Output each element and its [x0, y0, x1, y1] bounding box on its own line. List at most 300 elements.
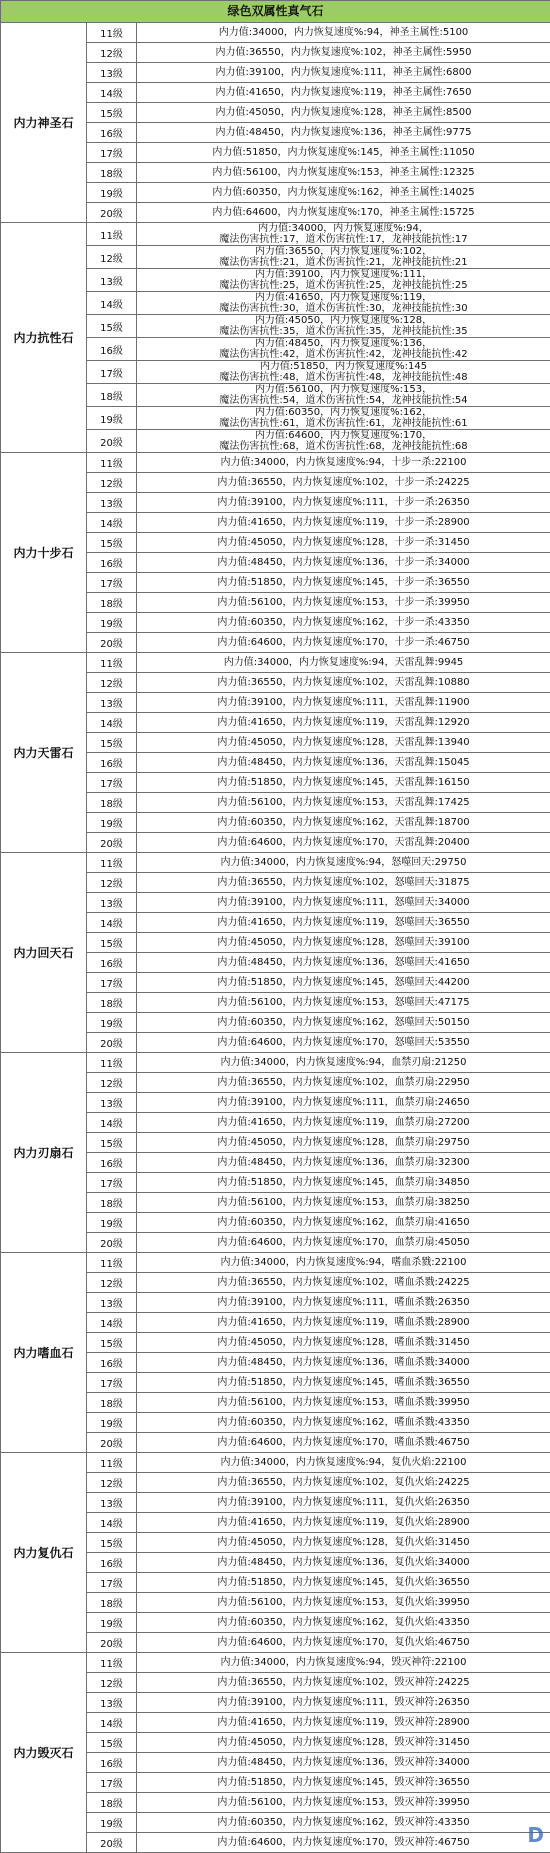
attribute-cell: [137, 673, 550, 693]
attribute-cell: [137, 338, 550, 361]
attribute-line: 内力值:64600，内力恢复速度%:170，复仇火焰:46750: [137, 1637, 550, 1648]
level-cell: 15级: [87, 315, 137, 338]
attribute-line: 内力值:56100，内力恢复速度%:153，神圣主属性:12325: [137, 167, 550, 178]
attribute-cell: [137, 1173, 550, 1193]
attribute-line: 内力值:51850，内力恢复速度%:145，复仇火焰:36550: [137, 1577, 550, 1588]
stone-name: 内力神圣石: [1, 23, 87, 223]
level-cell: 14级: [87, 1713, 137, 1733]
attribute-line: 内力值:48450，内力恢复速度%:136，神圣主属性:9775: [137, 127, 550, 138]
attribute-cell: [137, 384, 550, 407]
level-cell: 13级: [87, 493, 137, 513]
attribute-cell: [137, 183, 550, 203]
attribute-cell: [137, 1413, 550, 1433]
attribute-cell: [137, 1433, 550, 1453]
level-cell: 20级: [87, 1433, 137, 1453]
attribute-line: 内力值:48450，内力恢复速度%:136，血禁刃扇:32300: [137, 1157, 550, 1168]
level-cell: 14级: [87, 913, 137, 933]
attribute-cell: [137, 1293, 550, 1313]
attribute-line: 魔法伤害抗性:25，道术伤害抗性:25，龙神技能抗性:25: [137, 280, 550, 291]
attribute-cell: [137, 23, 550, 43]
level-cell: 16级: [87, 553, 137, 573]
attribute-cell: [137, 1813, 550, 1833]
attribute-line: 内力值:64600，内力恢复速度%:170，天雷乱舞:20400: [137, 837, 550, 848]
attribute-cell: [137, 143, 550, 163]
level-cell: 12级: [87, 1473, 137, 1493]
level-cell: 12级: [87, 673, 137, 693]
level-cell: 13级: [87, 63, 137, 83]
attribute-line: 内力值:51850，内力恢复速度%:145，嗜血杀戮:36550: [137, 1377, 550, 1388]
attribute-cell: [137, 1153, 550, 1173]
attribute-cell: [137, 533, 550, 553]
attribute-line: 内力值:41650，内力恢复速度%:119，天雷乱舞:12920: [137, 717, 550, 728]
attribute-line: 内力值:39100，内力恢复速度%:111，天雷乱舞:11900: [137, 697, 550, 708]
level-cell: 16级: [87, 753, 137, 773]
attribute-cell: [137, 573, 550, 593]
level-cell: 13级: [87, 693, 137, 713]
attribute-cell: [137, 1353, 550, 1373]
level-cell: 18级: [87, 163, 137, 183]
level-cell: 16级: [87, 338, 137, 361]
level-cell: 19级: [87, 1613, 137, 1633]
attribute-cell: [137, 833, 550, 853]
level-cell: 18级: [87, 1593, 137, 1613]
attribute-line: 内力值:34000，内力恢复速度%:94，怒噬回天:29750: [137, 857, 550, 868]
attribute-line: 内力值:48450，内力恢复速度%:136，怒噬回天:41650: [137, 957, 550, 968]
attribute-cell: [137, 1193, 550, 1213]
attribute-line: 内力值:51850，内力恢复速度%:145，十步一杀:36550: [137, 577, 550, 588]
attribute-cell: [137, 1613, 550, 1633]
level-cell: 20级: [87, 833, 137, 853]
attribute-cell: [137, 893, 550, 913]
stone-name: 内力天雷石: [1, 653, 87, 853]
attribute-cell: [137, 103, 550, 123]
attribute-cell: [137, 1453, 550, 1473]
attribute-cell: [137, 1013, 550, 1033]
level-cell: 11级: [87, 23, 137, 43]
level-cell: 19级: [87, 1413, 137, 1433]
attribute-cell: [137, 1733, 550, 1753]
attribute-line: 内力值:64600，内力恢复速度%:170，毁灭神符:46750: [137, 1837, 550, 1848]
attribute-line: 内力值:60350，内力恢复速度%:162，怒噬回天:50150: [137, 1017, 550, 1028]
attribute-cell: [137, 1573, 550, 1593]
level-cell: 15级: [87, 933, 137, 953]
attribute-cell: [137, 1033, 550, 1053]
attribute-line: 内力值:56100，内力恢复速度%:153，毁灭神符:39950: [137, 1797, 550, 1808]
level-cell: 13级: [87, 269, 137, 292]
attribute-line: 内力值:34000，内力恢复速度%:94，十步一杀:22100: [137, 457, 550, 468]
level-cell: 13级: [87, 1293, 137, 1313]
attribute-cell: [137, 933, 550, 953]
attribute-cell: [137, 223, 550, 246]
attribute-cell: [137, 1673, 550, 1693]
attribute-line: 内力值:48450，内力恢复速度%:136，复仇火焰:34000: [137, 1557, 550, 1568]
level-cell: 19级: [87, 1213, 137, 1233]
level-cell: 19级: [87, 1813, 137, 1833]
level-cell: 14级: [87, 1113, 137, 1133]
attribute-line: 内力值:48450，内力恢复速度%:136，毁灭神符:34000: [137, 1757, 550, 1768]
level-cell: 11级: [87, 453, 137, 473]
attribute-line: 内力值:56100，内力恢复速度%:153，天雷乱舞:17425: [137, 797, 550, 808]
attribute-line: 内力值:45050，内力恢复速度%:128，神圣主属性:8500: [137, 107, 550, 118]
level-cell: 12级: [87, 43, 137, 63]
attribute-line: 内力值:64600，内力恢复速度%:170，: [137, 430, 550, 441]
attribute-cell: [137, 292, 550, 315]
level-cell: 16级: [87, 953, 137, 973]
attribute-line: 内力值:64600，内力恢复速度%:170，十步一杀:46750: [137, 637, 550, 648]
stone-name: 内力刃扇石: [1, 1053, 87, 1253]
level-cell: 18级: [87, 793, 137, 813]
level-cell: 18级: [87, 593, 137, 613]
level-cell: 20级: [87, 1233, 137, 1253]
level-cell: 17级: [87, 1573, 137, 1593]
attribute-line: 内力值:51850，内力恢复速度%:145，怒噬回天:44200: [137, 977, 550, 988]
title-row: [1, 1, 550, 23]
attribute-cell: [137, 1833, 550, 1853]
attribute-line: 内力值:45050，内力恢复速度%:128，: [137, 315, 550, 326]
attribute-cell: [137, 163, 550, 183]
attribute-line: 内力值:64600，内力恢复速度%:170，血禁刃扇:45050: [137, 1237, 550, 1248]
attribute-line: 内力值:51850，内力恢复速度%:145，毁灭神符:36550: [137, 1777, 550, 1788]
attribute-line: 内力值:39100，内力恢复速度%:111，十步一杀:26350: [137, 497, 550, 508]
level-cell: 19级: [87, 613, 137, 633]
attribute-line: 内力值:45050，内力恢复速度%:128，复仇火焰:31450: [137, 1537, 550, 1548]
level-cell: 15级: [87, 533, 137, 553]
attribute-line: 内力值:39100，内力恢复速度%:111，嗜血杀戮:26350: [137, 1297, 550, 1308]
attribute-cell: [137, 913, 550, 933]
level-cell: 19级: [87, 407, 137, 430]
attribute-line: 内力值:36550，内力恢复速度%:102，神圣主属性:5950: [137, 47, 550, 58]
stone-name: 内力嗜血石: [1, 1253, 87, 1453]
attribute-cell: [137, 973, 550, 993]
attribute-line: 内力值:39100，内力恢复速度%:111，血禁刃扇:24650: [137, 1097, 550, 1108]
level-cell: 15级: [87, 1133, 137, 1153]
level-cell: 17级: [87, 143, 137, 163]
attribute-line: 内力值:60350，内力恢复速度%:162，嗜血杀戮:43350: [137, 1417, 550, 1428]
attribute-line: 内力值:48450，内力恢复速度%:136，嗜血杀戮:34000: [137, 1357, 550, 1368]
stats-table-body: [1, 1, 550, 1853]
level-cell: 18级: [87, 1793, 137, 1813]
level-cell: 17级: [87, 361, 137, 384]
table-row: [1, 853, 550, 873]
attribute-line: 内力值:36550，内力恢复速度%:102，十步一杀:24225: [137, 477, 550, 488]
attribute-line: 内力值:60350，内力恢复速度%:162，十步一杀:43350: [137, 617, 550, 628]
level-cell: 16级: [87, 1553, 137, 1573]
attribute-line: 内力值:36550，内力恢复速度%:102，: [137, 246, 550, 257]
level-cell: 12级: [87, 1073, 137, 1093]
level-cell: 15级: [87, 1733, 137, 1753]
attribute-cell: [137, 203, 550, 223]
attribute-cell: [137, 1073, 550, 1093]
attribute-cell: [137, 553, 550, 573]
attribute-cell: [137, 853, 550, 873]
attribute-line: 内力值:34000，内力恢复速度%:94，神圣主属性:5100: [137, 27, 550, 38]
attribute-line: 内力值:39100，内力恢复速度%:111，复仇火焰:26350: [137, 1497, 550, 1508]
attribute-line: 内力值:34000，内力恢复速度%:94，嗜血杀戮:22100: [137, 1257, 550, 1268]
level-cell: 17级: [87, 1773, 137, 1793]
level-cell: 18级: [87, 993, 137, 1013]
attribute-cell: [137, 813, 550, 833]
level-cell: 17级: [87, 1173, 137, 1193]
attribute-cell: [137, 315, 550, 338]
attribute-cell: [137, 1753, 550, 1773]
attribute-cell: [137, 1333, 550, 1353]
attribute-line: 内力值:39100，内力恢复速度%:111，神圣主属性:6800: [137, 67, 550, 78]
level-cell: 17级: [87, 573, 137, 593]
attribute-line: 内力值:45050，内力恢复速度%:128，血禁刃扇:29750: [137, 1137, 550, 1148]
level-cell: 19级: [87, 183, 137, 203]
attribute-line: 内力值:34000，内力恢复速度%:94，血禁刃扇:21250: [137, 1057, 550, 1068]
attribute-cell: [137, 773, 550, 793]
level-cell: 20级: [87, 633, 137, 653]
attribute-cell: [137, 613, 550, 633]
attribute-line: 内力值:34000，内力恢复速度%:94，复仇火焰:22100: [137, 1457, 550, 1468]
attribute-cell: [137, 43, 550, 63]
attribute-line: 内力值:39100，内力恢复速度%:111，: [137, 269, 550, 280]
attribute-line: 内力值:41650，内力恢复速度%:119，复仇火焰:28900: [137, 1517, 550, 1528]
level-cell: 14级: [87, 83, 137, 103]
attribute-line: 内力值:56100，内力恢复速度%:153，复仇火焰:39950: [137, 1597, 550, 1608]
level-cell: 20级: [87, 1633, 137, 1653]
attribute-line: 内力值:39100，内力恢复速度%:111，毁灭神符:26350: [137, 1697, 550, 1708]
level-cell: 11级: [87, 1453, 137, 1473]
attribute-line: 内力值:56100，内力恢复速度%:153，十步一杀:39950: [137, 597, 550, 608]
level-cell: 20级: [87, 203, 137, 223]
attribute-line: 内力值:45050，内力恢复速度%:128，怒噬回天:39100: [137, 937, 550, 948]
level-cell: 20级: [87, 430, 137, 453]
attribute-line: 内力值:41650，内力恢复速度%:119，血禁刃扇:27200: [137, 1117, 550, 1128]
level-cell: 11级: [87, 223, 137, 246]
attribute-line: 内力值:41650，内力恢复速度%:119，神圣主属性:7650: [137, 87, 550, 98]
attribute-line: 魔法伤害抗性:30，道术伤害抗性:30，龙神技能抗性:30: [137, 303, 550, 314]
level-cell: 15级: [87, 733, 137, 753]
attribute-cell: [137, 1373, 550, 1393]
site-logo: D: [527, 1823, 544, 1847]
level-cell: 11级: [87, 653, 137, 673]
level-cell: 12级: [87, 246, 137, 269]
attribute-line: 内力值:45050，内力恢复速度%:128，毁灭神符:31450: [137, 1737, 550, 1748]
level-cell: 14级: [87, 513, 137, 533]
table-row: [1, 1253, 550, 1273]
attribute-cell: [137, 873, 550, 893]
attribute-line: 魔法伤害抗性:17，道术伤害抗性:17，龙神技能抗性:17: [137, 234, 550, 245]
stone-name: 内力十步石: [1, 453, 87, 653]
attribute-cell: [137, 1593, 550, 1613]
attribute-cell: [137, 1693, 550, 1713]
attribute-cell: [137, 753, 550, 773]
attribute-line: 内力值:60350，内力恢复速度%:162，毁灭神符:43350: [137, 1817, 550, 1828]
attribute-cell: [137, 269, 550, 292]
attribute-line: 内力值:51850，内力恢复速度%:145，血禁刃扇:34850: [137, 1177, 550, 1188]
attribute-line: 魔法伤害抗性:54，道术伤害抗性:54，龙神技能抗性:54: [137, 395, 550, 406]
table-row: [1, 653, 550, 673]
attribute-line: 内力值:51850，内力恢复速度%:145: [137, 361, 550, 372]
attribute-line: 内力值:41650，内力恢复速度%:119，嗜血杀戮:28900: [137, 1317, 550, 1328]
level-cell: 18级: [87, 384, 137, 407]
attribute-line: 内力值:41650，内力恢复速度%:119，怒噬回天:36550: [137, 917, 550, 928]
attribute-line: 内力值:60350，内力恢复速度%:162，: [137, 407, 550, 418]
attribute-line: 内力值:39100，内力恢复速度%:111，怒噬回天:34000: [137, 897, 550, 908]
attribute-line: 内力值:41650，内力恢复速度%:119，毁灭神符:28900: [137, 1717, 550, 1728]
attribute-line: 内力值:36550，内力恢复速度%:102，怒噬回天:31875: [137, 877, 550, 888]
level-cell: 11级: [87, 1653, 137, 1673]
attribute-line: 内力值:45050，内力恢复速度%:128，十步一杀:31450: [137, 537, 550, 548]
attribute-line: 内力值:41650，内力恢复速度%:119，十步一杀:28900: [137, 517, 550, 528]
attribute-cell: [137, 473, 550, 493]
table-row: [1, 223, 550, 246]
attribute-line: 魔法伤害抗性:61，道术伤害抗性:61，龙神技能抗性:61: [137, 418, 550, 429]
attribute-cell: [137, 1633, 550, 1653]
attribute-cell: [137, 1773, 550, 1793]
attribute-line: 内力值:36550，内力恢复速度%:102，血禁刃扇:22950: [137, 1077, 550, 1088]
attribute-cell: [137, 1253, 550, 1273]
attribute-cell: [137, 493, 550, 513]
attribute-cell: [137, 653, 550, 673]
table-row: [1, 23, 550, 43]
attribute-cell: [137, 83, 550, 103]
attribute-cell: [137, 1713, 550, 1733]
level-cell: 12级: [87, 873, 137, 893]
attribute-cell: [137, 953, 550, 973]
attribute-line: 内力值:45050，内力恢复速度%:128，天雷乱舞:13940: [137, 737, 550, 748]
level-cell: 17级: [87, 773, 137, 793]
stone-name: 内力复仇石: [1, 1453, 87, 1653]
attribute-line: 内力值:60350，内力恢复速度%:162，复仇火焰:43350: [137, 1617, 550, 1628]
attribute-line: 内力值:36550，内力恢复速度%:102，嗜血杀戮:24225: [137, 1277, 550, 1288]
level-cell: 11级: [87, 1253, 137, 1273]
attribute-cell: [137, 123, 550, 143]
attribute-line: 魔法伤害抗性:68，道术伤害抗性:68，龙神技能抗性:68: [137, 441, 550, 452]
attribute-line: 内力值:56100，内力恢复速度%:153，血禁刃扇:38250: [137, 1197, 550, 1208]
attribute-line: 魔法伤害抗性:21，道术伤害抗性:21，龙神技能抗性:21: [137, 257, 550, 268]
level-cell: 13级: [87, 893, 137, 913]
attribute-cell: [137, 1133, 550, 1153]
level-cell: 14级: [87, 713, 137, 733]
attribute-line: 内力值:48450，内力恢复速度%:136，: [137, 338, 550, 349]
attribute-line: 内力值:64600，内力恢复速度%:170，神圣主属性:15725: [137, 207, 550, 218]
level-cell: 17级: [87, 973, 137, 993]
table-row: [1, 1053, 550, 1073]
attribute-cell: [137, 993, 550, 1013]
attribute-line: 魔法伤害抗性:35，道术伤害抗性:35，龙神技能抗性:35: [137, 326, 550, 337]
attribute-line: 内力值:51850，内力恢复速度%:145，天雷乱舞:16150: [137, 777, 550, 788]
attribute-cell: [137, 1473, 550, 1493]
attribute-cell: [137, 63, 550, 83]
attribute-line: 内力值:34000，内力恢复速度%:94，天雷乱舞:9945: [137, 657, 550, 668]
attribute-line: 内力值:60350，内力恢复速度%:162，血禁刃扇:41650: [137, 1217, 550, 1228]
attribute-cell: [137, 1233, 550, 1253]
attribute-cell: [137, 453, 550, 473]
level-cell: 16级: [87, 123, 137, 143]
level-cell: 17级: [87, 1373, 137, 1393]
attribute-cell: [137, 407, 550, 430]
level-cell: 11级: [87, 1053, 137, 1073]
attribute-cell: [137, 1313, 550, 1333]
attribute-line: 内力值:41650，内力恢复速度%:119，: [137, 292, 550, 303]
level-cell: 15级: [87, 1333, 137, 1353]
attribute-cell: [137, 733, 550, 753]
attribute-line: 内力值:51850，内力恢复速度%:145，神圣主属性:11050: [137, 147, 550, 158]
attribute-cell: [137, 1053, 550, 1073]
level-cell: 13级: [87, 1493, 137, 1513]
attribute-line: 魔法伤害抗性:48，道术伤害抗性:48，龙神技能抗性:48: [137, 372, 550, 383]
attribute-line: 内力值:56100，内力恢复速度%:153，嗜血杀戮:39950: [137, 1397, 550, 1408]
attribute-line: 内力值:60350，内力恢复速度%:162，神圣主属性:14025: [137, 187, 550, 198]
level-cell: 19级: [87, 1013, 137, 1033]
level-cell: 15级: [87, 103, 137, 123]
attribute-line: 内力值:48450，内力恢复速度%:136，天雷乱舞:15045: [137, 757, 550, 768]
level-cell: 16级: [87, 1153, 137, 1173]
attribute-cell: [137, 593, 550, 613]
level-cell: 12级: [87, 1673, 137, 1693]
attribute-cell: [137, 1273, 550, 1293]
table-row: [1, 1653, 550, 1673]
level-cell: 14级: [87, 1313, 137, 1333]
attribute-line: 内力值:36550，内力恢复速度%:102，毁灭神符:24225: [137, 1677, 550, 1688]
level-cell: 13级: [87, 1693, 137, 1713]
table-row: [1, 1453, 550, 1473]
level-cell: 12级: [87, 1273, 137, 1293]
level-cell: 16级: [87, 1353, 137, 1373]
level-cell: 15级: [87, 1533, 137, 1553]
attribute-line: 内力值:64600，内力恢复速度%:170，嗜血杀戮:46750: [137, 1437, 550, 1448]
attribute-cell: [137, 793, 550, 813]
attribute-cell: [137, 713, 550, 733]
level-cell: 18级: [87, 1393, 137, 1413]
attribute-line: 内力值:34000，内力恢复速度%:94，: [137, 223, 550, 234]
attribute-line: 内力值:48450，内力恢复速度%:136，十步一杀:34000: [137, 557, 550, 568]
level-cell: 20级: [87, 1833, 137, 1853]
attribute-cell: [137, 1113, 550, 1133]
attribute-cell: [137, 430, 550, 453]
attribute-line: 内力值:45050，内力恢复速度%:128，嗜血杀戮:31450: [137, 1337, 550, 1348]
attribute-cell: [137, 1793, 550, 1813]
attribute-line: 内力值:64600，内力恢复速度%:170，怒噬回天:53550: [137, 1037, 550, 1048]
level-cell: 11级: [87, 853, 137, 873]
level-cell: 18级: [87, 1193, 137, 1213]
attribute-cell: [137, 361, 550, 384]
level-cell: 14级: [87, 1513, 137, 1533]
attribute-cell: [137, 246, 550, 269]
attribute-cell: [137, 1653, 550, 1673]
attribute-line: 魔法伤害抗性:42，道术伤害抗性:42，龙神技能抗性:42: [137, 349, 550, 360]
attribute-cell: [137, 633, 550, 653]
attribute-cell: [137, 1093, 550, 1113]
level-cell: 20级: [87, 1033, 137, 1053]
attribute-line: 内力值:34000，内力恢复速度%:94，毁灭神符:22100: [137, 1657, 550, 1668]
attribute-cell: [137, 1213, 550, 1233]
stone-name: 内力抗性石: [1, 223, 87, 453]
attribute-line: 内力值:36550，内力恢复速度%:102，复仇火焰:24225: [137, 1477, 550, 1488]
table-title: 绿色双属性真气石: [1, 1, 550, 23]
attribute-cell: [137, 1513, 550, 1533]
table-row: [1, 453, 550, 473]
attribute-line: 内力值:60350，内力恢复速度%:162，天雷乱舞:18700: [137, 817, 550, 828]
attribute-cell: [137, 513, 550, 533]
attribute-cell: [137, 1493, 550, 1513]
attribute-cell: [137, 1533, 550, 1553]
attribute-cell: [137, 693, 550, 713]
attribute-line: 内力值:56100，内力恢复速度%:153，: [137, 384, 550, 395]
level-cell: 12级: [87, 473, 137, 493]
stone-name: 内力毁灭石: [1, 1653, 87, 1853]
attribute-line: 内力值:56100，内力恢复速度%:153，怒噬回天:47175: [137, 997, 550, 1008]
level-cell: 16级: [87, 1753, 137, 1773]
stone-name: 内力回天石: [1, 853, 87, 1053]
level-cell: 19级: [87, 813, 137, 833]
level-cell: 13级: [87, 1093, 137, 1113]
attribute-line: 内力值:36550，内力恢复速度%:102，天雷乱舞:10880: [137, 677, 550, 688]
level-cell: 14级: [87, 292, 137, 315]
